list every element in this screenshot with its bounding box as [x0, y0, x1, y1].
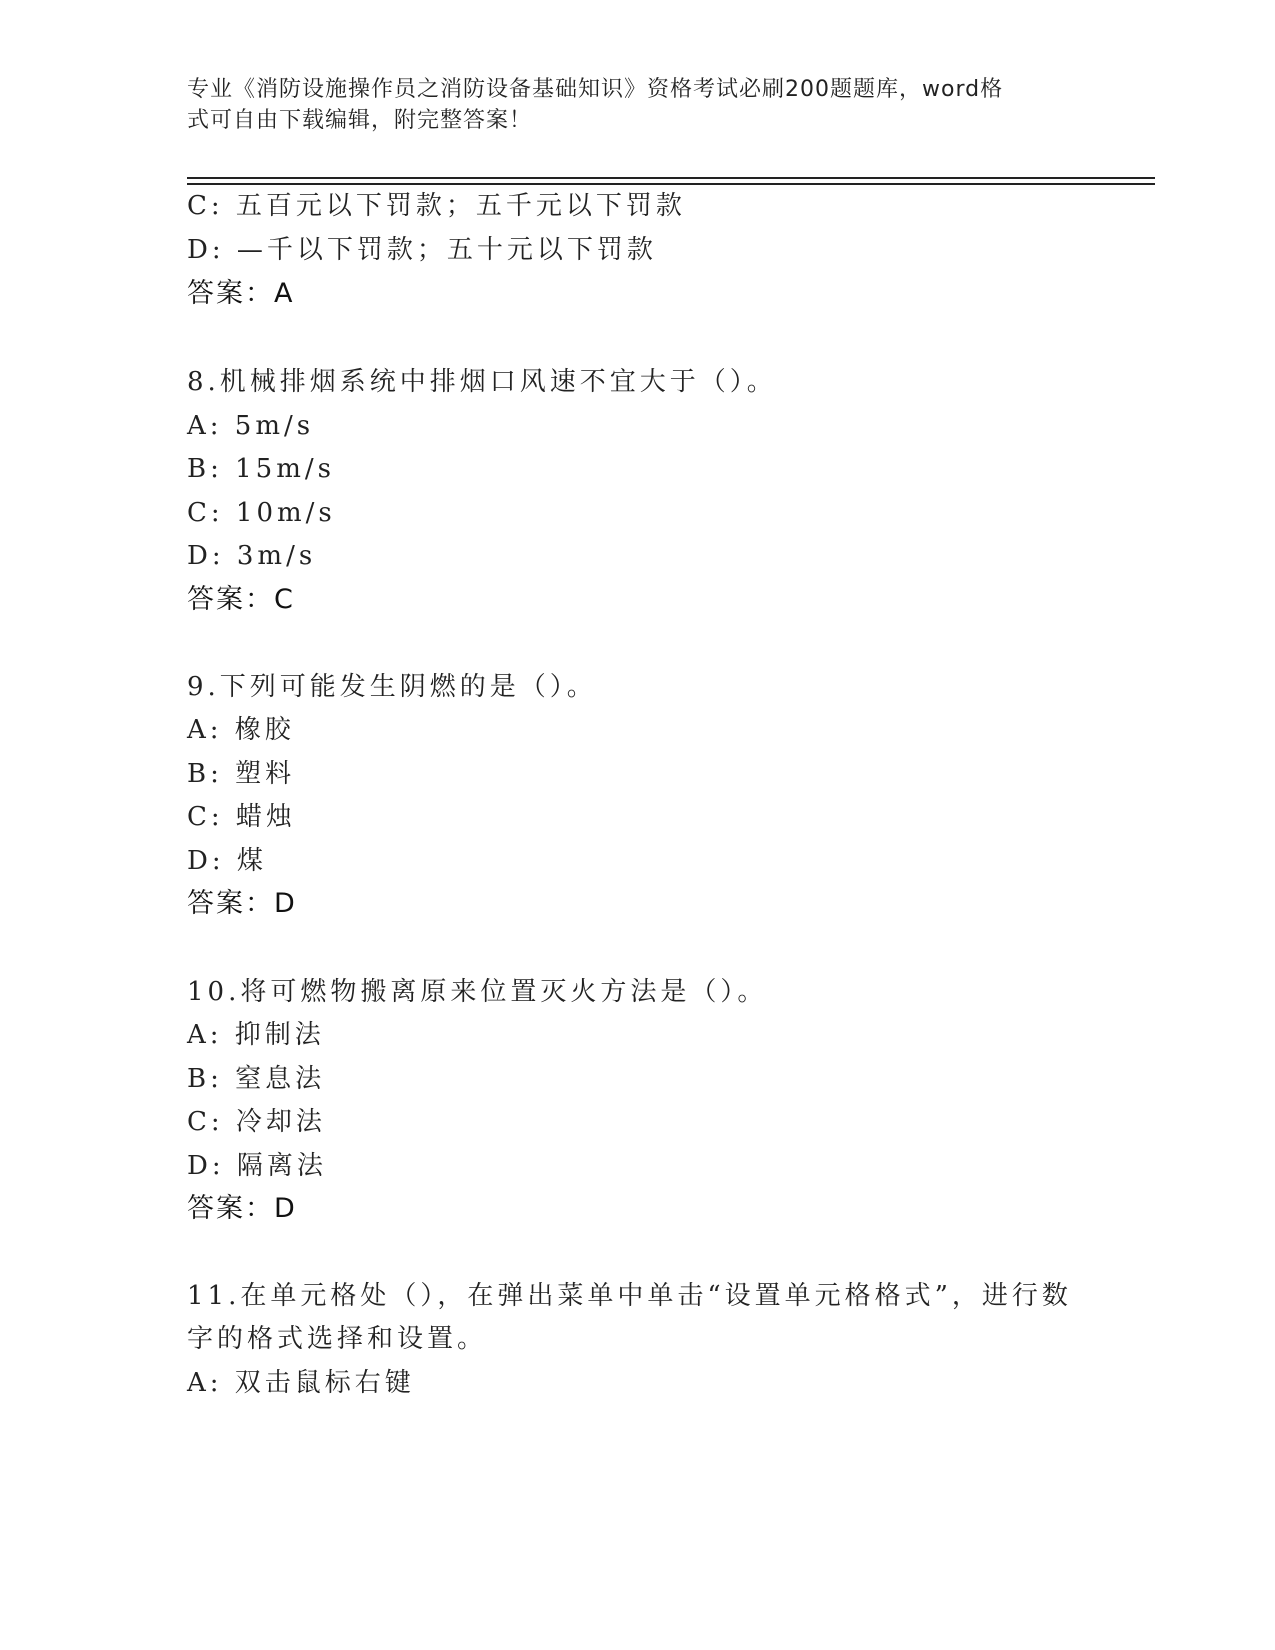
q11-stem-line-1: 11.在单元格处（），在弹出菜单中单击“设置单元格格式”，进行数: [187, 1281, 1072, 1311]
q11-option-a: A: 双击鼠标右键: [187, 1368, 415, 1398]
q10-stem: 10.将可燃物搬离原来位置灭火方法是（）。: [187, 977, 768, 1007]
header-divider-bottom: [187, 183, 1155, 185]
q8-answer: 答案：C: [187, 584, 295, 615]
q8-option-d: D: 3m/s: [187, 541, 317, 571]
q8-option-b: B: 15m/s: [187, 454, 335, 484]
q9-option-d: D: 煤: [187, 846, 267, 876]
q10-option-d: D: 隔离法: [187, 1151, 327, 1181]
header-line-1: 专业《消防设施操作员之消防设备基础知识》资格考试必刷200题题库，word格: [187, 77, 1004, 102]
prev-option-d: D: —千以下罚款；五十元以下罚款: [187, 235, 657, 265]
q10-option-c: C: 冷却法: [187, 1107, 326, 1137]
q9-option-a: A: 橡胶: [187, 715, 295, 745]
header-divider-top: [187, 177, 1155, 179]
q9-stem: 9.下列可能发生阴燃的是（）。: [187, 672, 597, 702]
q10-option-b: B: 窒息法: [187, 1064, 326, 1094]
q8-option-a: A: 5m/s: [187, 411, 315, 441]
q9-option-c: C: 蜡烛: [187, 802, 296, 832]
q8-stem: 8.机械排烟系统中排烟口风速不宜大于（）。: [187, 367, 777, 397]
q10-option-a: A: 抑制法: [187, 1020, 325, 1050]
q10-answer: 答案：D: [187, 1193, 297, 1224]
document-header: [187, 74, 1067, 136]
q8-option-c: C: 10m/s: [187, 498, 336, 528]
header-line-2: 式可自由下载编辑，附完整答案！: [187, 108, 533, 133]
q9-option-b: B: 塑料: [187, 759, 296, 789]
q9-answer: 答案：D: [187, 888, 297, 919]
q11-stem-line-2: 字的格式选择和设置。: [187, 1324, 488, 1354]
prev-option-c: C: 五百元以下罚款；五千元以下罚款: [187, 191, 686, 221]
prev-answer: 答案：A: [187, 278, 295, 309]
